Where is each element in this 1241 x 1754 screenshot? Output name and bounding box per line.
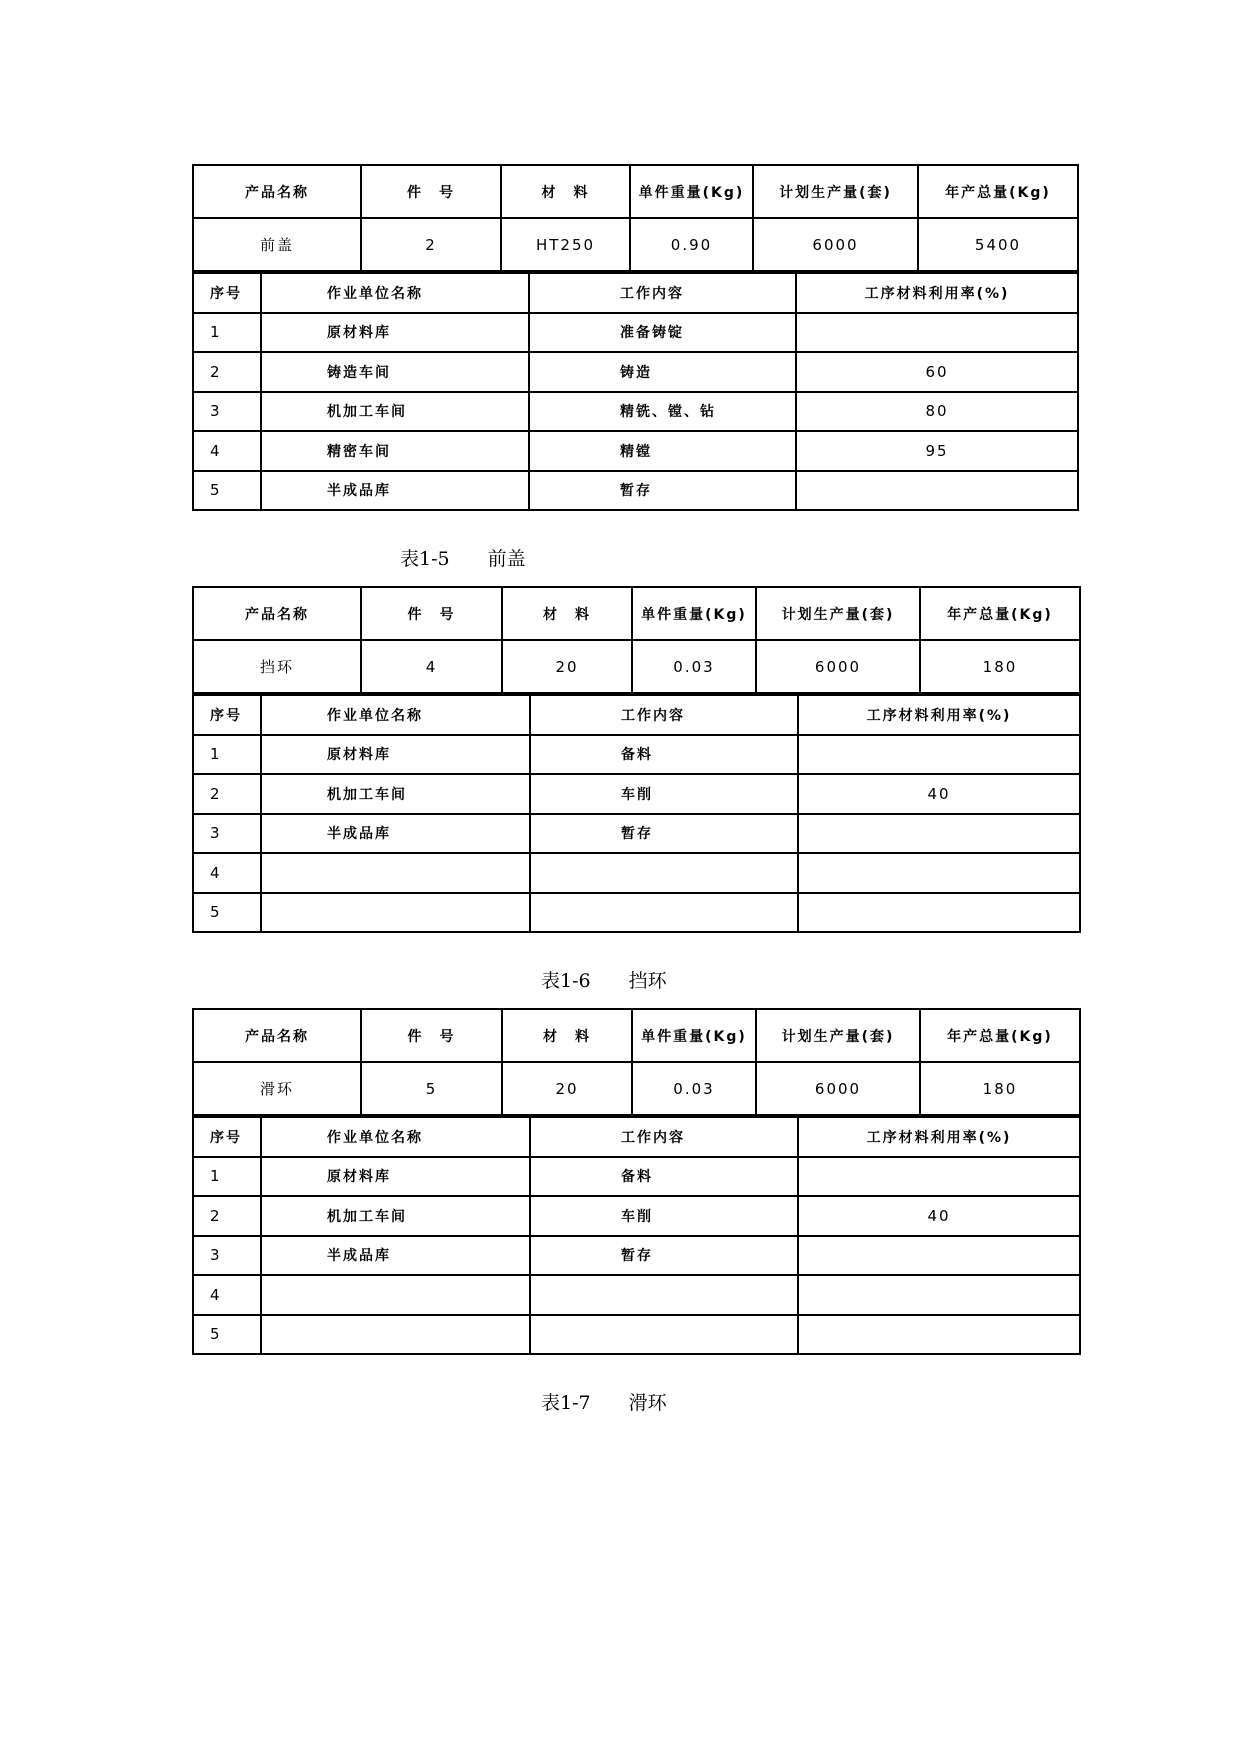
table-row	[193, 893, 1080, 933]
utilization-rate: 80	[796, 392, 1078, 432]
process-header-cell: 工作内容	[530, 1117, 798, 1157]
utilization-rate	[798, 1236, 1080, 1276]
product-value-cell: 0.03	[632, 1062, 756, 1115]
product-value-cell: 5400	[918, 218, 1078, 271]
header-cell: 年产总量(Kg)	[918, 165, 1078, 218]
header-cell: 计划生产量(套)	[756, 587, 920, 640]
work-content	[530, 1275, 798, 1315]
work-unit: 机加工车间	[261, 774, 530, 814]
header-cell: 件 号	[361, 165, 501, 218]
step-number: 3	[193, 1236, 261, 1276]
product-info-table	[192, 586, 1081, 694]
header-cell: 年产总量(Kg)	[920, 1009, 1080, 1062]
product-value-cell: 前盖	[193, 218, 361, 271]
table-caption: 表1-5 前盖	[400, 548, 526, 570]
product-value-row	[193, 640, 1080, 693]
process-table-2	[192, 586, 1081, 933]
process-header-row	[193, 1117, 1080, 1157]
process-header-cell: 作业单位名称	[261, 1117, 530, 1157]
product-value-cell: HT250	[501, 218, 630, 271]
product-header-row	[193, 1009, 1080, 1062]
process-steps-table	[192, 1116, 1081, 1355]
work-unit	[261, 1315, 530, 1355]
table-caption: 表1-6 挡环	[541, 970, 667, 992]
header-cell: 计划生产量(套)	[756, 1009, 920, 1062]
utilization-rate	[798, 1275, 1080, 1315]
step-number: 2	[193, 1196, 261, 1236]
table-row	[193, 1157, 1080, 1197]
step-number: 4	[193, 853, 261, 893]
product-value-cell: 4	[361, 640, 502, 693]
process-header-cell: 工作内容	[530, 695, 798, 735]
product-value-cell: 180	[920, 1062, 1080, 1115]
work-content: 铸造	[529, 352, 796, 392]
table-row	[193, 352, 1078, 392]
step-number: 5	[193, 893, 261, 933]
utilization-rate	[796, 471, 1078, 511]
work-unit: 原材料库	[261, 1157, 530, 1197]
process-header-cell: 工序材料利用率(%)	[798, 1117, 1080, 1157]
process-header-cell: 作业单位名称	[261, 273, 529, 313]
header-cell: 材 料	[501, 165, 630, 218]
process-header-cell: 工序材料利用率(%)	[796, 273, 1078, 313]
product-value-cell: 0.90	[630, 218, 753, 271]
table-caption: 表1-7 滑环	[541, 1392, 667, 1414]
product-info-table	[192, 164, 1079, 272]
utilization-rate	[798, 814, 1080, 854]
utilization-rate: 60	[796, 352, 1078, 392]
process-steps-table	[192, 694, 1081, 933]
step-number: 4	[193, 431, 261, 471]
product-header-row	[193, 587, 1080, 640]
header-cell: 单件重量(Kg)	[632, 587, 756, 640]
process-header-cell: 作业单位名称	[261, 695, 530, 735]
table-row	[193, 431, 1078, 471]
product-value-cell: 6000	[756, 1062, 920, 1115]
work-content: 车削	[530, 1196, 798, 1236]
header-cell: 年产总量(Kg)	[920, 587, 1080, 640]
utilization-rate	[798, 893, 1080, 933]
process-table-1	[192, 164, 1079, 511]
process-header-row	[193, 273, 1078, 313]
work-content: 精镗	[529, 431, 796, 471]
header-cell: 产品名称	[193, 587, 361, 640]
product-header-row	[193, 165, 1078, 218]
step-number: 1	[193, 735, 261, 775]
table-row	[193, 735, 1080, 775]
product-value-cell: 0.03	[632, 640, 756, 693]
work-unit: 原材料库	[261, 735, 530, 775]
process-steps-table	[192, 272, 1079, 511]
header-cell: 单件重量(Kg)	[630, 165, 753, 218]
process-table-3	[192, 1008, 1081, 1355]
work-unit: 半成品库	[261, 814, 530, 854]
step-number: 5	[193, 1315, 261, 1355]
step-number: 5	[193, 471, 261, 511]
work-content: 暂存	[530, 1236, 798, 1276]
table-row	[193, 471, 1078, 511]
work-unit: 半成品库	[261, 1236, 530, 1276]
work-content	[530, 853, 798, 893]
utilization-rate: 40	[798, 1196, 1080, 1236]
utilization-rate	[798, 1157, 1080, 1197]
process-header-cell: 序号	[193, 695, 261, 735]
utilization-rate	[798, 1315, 1080, 1355]
product-value-cell: 6000	[753, 218, 918, 271]
utilization-rate: 40	[798, 774, 1080, 814]
product-value-row	[193, 218, 1078, 271]
table-row	[193, 1236, 1080, 1276]
work-unit	[261, 853, 530, 893]
table-row	[193, 1275, 1080, 1315]
work-unit	[261, 893, 530, 933]
process-header-row	[193, 695, 1080, 735]
product-value-cell: 20	[502, 1062, 632, 1115]
work-unit: 原材料库	[261, 313, 529, 353]
product-value-cell: 滑环	[193, 1062, 361, 1115]
table-row	[193, 313, 1078, 353]
product-value-cell: 20	[502, 640, 632, 693]
product-value-cell: 5	[361, 1062, 502, 1115]
step-number: 3	[193, 392, 261, 432]
work-content: 准备铸锭	[529, 313, 796, 353]
process-header-cell: 工序材料利用率(%)	[798, 695, 1080, 735]
work-content: 车削	[530, 774, 798, 814]
step-number: 1	[193, 313, 261, 353]
utilization-rate	[798, 853, 1080, 893]
step-number: 4	[193, 1275, 261, 1315]
header-cell: 单件重量(Kg)	[632, 1009, 756, 1062]
header-cell: 产品名称	[193, 165, 361, 218]
work-content: 精铣、镗、钻	[529, 392, 796, 432]
work-unit: 半成品库	[261, 471, 529, 511]
table-row	[193, 1315, 1080, 1355]
product-value-cell: 180	[920, 640, 1080, 693]
product-value-cell: 挡环	[193, 640, 361, 693]
work-content: 暂存	[530, 814, 798, 854]
work-content: 备料	[530, 1157, 798, 1197]
utilization-rate	[796, 313, 1078, 353]
work-unit	[261, 1275, 530, 1315]
work-unit: 机加工车间	[261, 392, 529, 432]
header-cell: 材 料	[502, 1009, 632, 1062]
header-cell: 材 料	[502, 587, 632, 640]
table-row	[193, 774, 1080, 814]
product-info-table	[192, 1008, 1081, 1116]
product-value-cell: 2	[361, 218, 501, 271]
work-unit: 机加工车间	[261, 1196, 530, 1236]
table-row	[193, 1196, 1080, 1236]
work-content: 备料	[530, 735, 798, 775]
work-content	[530, 1315, 798, 1355]
work-unit: 铸造车间	[261, 352, 529, 392]
table-row	[193, 853, 1080, 893]
step-number: 1	[193, 1157, 261, 1197]
work-unit: 精密车间	[261, 431, 529, 471]
utilization-rate: 95	[796, 431, 1078, 471]
product-value-row	[193, 1062, 1080, 1115]
step-number: 2	[193, 774, 261, 814]
header-cell: 计划生产量(套)	[753, 165, 918, 218]
header-cell: 产品名称	[193, 1009, 361, 1062]
utilization-rate	[798, 735, 1080, 775]
step-number: 2	[193, 352, 261, 392]
work-content	[530, 893, 798, 933]
product-value-cell: 6000	[756, 640, 920, 693]
process-header-cell: 工作内容	[529, 273, 796, 313]
table-row	[193, 814, 1080, 854]
process-header-cell: 序号	[193, 273, 261, 313]
process-header-cell: 序号	[193, 1117, 261, 1157]
table-row	[193, 392, 1078, 432]
work-content: 暂存	[529, 471, 796, 511]
header-cell: 件 号	[361, 587, 502, 640]
step-number: 3	[193, 814, 261, 854]
header-cell: 件 号	[361, 1009, 502, 1062]
